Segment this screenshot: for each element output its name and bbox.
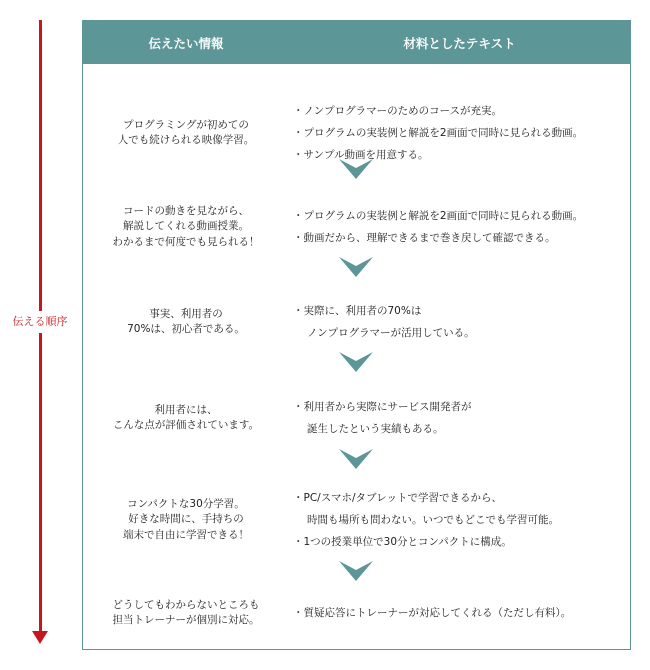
material-text-line: ・ノンプログラマーのためのコースが充実。: [293, 105, 503, 117]
info-cell: [83, 497, 289, 544]
down-chevron-icon: [339, 159, 373, 179]
info-cell: [83, 118, 289, 149]
info-cell: [83, 307, 289, 338]
header-material-title: 材料としたテキスト: [403, 35, 516, 51]
material-text-line: ・1つの授業単位で30分とコンパクトに構成。: [293, 536, 512, 548]
material-text-line: ・PC/スマホ/タブレットで学習できるから、: [293, 492, 503, 504]
material-cell: [289, 100, 630, 166]
table-row: [83, 480, 630, 560]
material-bullet-item: [293, 602, 630, 624]
material-bullet-item: [293, 227, 630, 249]
material-text-line: ノンプログラマーが活用している。: [307, 327, 475, 339]
material-text-line: 時間も場所も問わない。いつでもどこでも学習可能。: [307, 514, 559, 526]
info-text-line: こんな点が評価されています。: [112, 419, 260, 431]
info-text-line: プログラミングが初めての: [123, 118, 249, 131]
info-text-line: コードの動きを見ながら、: [123, 204, 249, 217]
material-bullet-item: [293, 122, 630, 144]
material-bullet-item: [293, 100, 630, 122]
info-text-line: わかるまで何度でも見られる！: [112, 235, 260, 248]
info-text-line: コンパクトな30分学習。: [127, 497, 245, 510]
material-text-line: ・利用者から実際にサービス開発者が: [293, 401, 472, 413]
info-text-line: 解説してくれる動画授業。: [123, 220, 249, 233]
table-row: [83, 591, 630, 635]
material-text-line: ・サンプル動画を用意する。: [293, 149, 429, 161]
material-cell: [289, 396, 630, 440]
header-info-title: 伝えたい情報: [148, 35, 224, 51]
material-bullet-item: [293, 396, 630, 440]
table-row: [83, 385, 630, 451]
info-text-line: 担当トレーナーが個別に対応。: [112, 614, 260, 626]
comparison-table: [82, 20, 631, 650]
material-cell: [289, 487, 630, 553]
down-chevron-icon: [339, 561, 373, 581]
material-cell: [289, 205, 630, 249]
info-text-line: 人でも続けられる映像学習。: [117, 134, 255, 146]
info-text-line: 好きな時間に、手持ちの: [128, 513, 244, 526]
material-text-line: ・質疑応答にトレーナーが対応してくれる（ただし有料）。: [293, 607, 572, 619]
table-header: [83, 21, 630, 64]
order-axis-label: 伝える順序: [8, 311, 72, 333]
material-bullet-item: [293, 531, 630, 553]
info-cell: [83, 403, 289, 434]
material-cell: [289, 602, 630, 624]
info-text-line: 利用者には、: [154, 403, 218, 416]
info-text-line: 端末で自由に学習できる！: [123, 528, 249, 541]
material-text-line: ・プログラムの実装例と解説を2画面で同時に見られる動画。: [293, 210, 584, 222]
material-bullet-item: [293, 205, 630, 227]
info-cell: [83, 598, 289, 629]
info-text-line: 70%は、初心者である。: [127, 323, 245, 335]
info-cell: [83, 204, 289, 251]
material-bullet-item: [293, 487, 630, 531]
down-chevron-icon: [339, 352, 373, 372]
down-chevron-icon: [339, 257, 373, 277]
info-text-line: どうしてもわからないところも: [112, 598, 260, 611]
material-bullet-item: [293, 300, 630, 344]
info-text-line: 事実、利用者の: [149, 307, 223, 320]
order-arrowhead: [32, 631, 48, 644]
down-chevron-icon: [339, 449, 373, 469]
material-text-line: ・実際に、利用者の70%は: [293, 305, 422, 317]
material-cell: [289, 300, 630, 344]
material-text-line: ・動画だから、理解できるまで巻き戻して確認できる。: [293, 232, 556, 244]
material-text-line: ・プログラムの実装例と解説を2画面で同時に見られる動画。: [293, 127, 584, 139]
table-row: [83, 289, 630, 355]
material-text-line: 誕生したという実績もある。: [307, 423, 444, 435]
table-row: [83, 191, 630, 263]
